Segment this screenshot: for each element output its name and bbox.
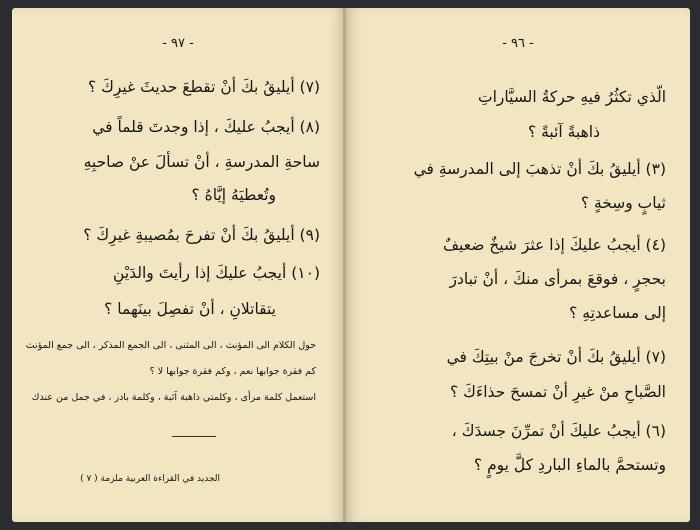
exercise-line: حول الكلام الى المؤنث ، الى المثنى ، الى الجمع المذكر ، الى جمع المؤنث: [25, 340, 316, 351]
text-line: ساحةِ المدرسةِ ، أنْ تسألَ عنْ صاحبِهِ: [83, 153, 320, 171]
text-line: (٧) أيليقُ بكَ أنْ تخرجَ منْ بيتِكَ في: [446, 348, 666, 366]
divider: [172, 436, 216, 437]
text-line: الّذي تكثُرُ فيهِ حركةُ السيَّاراتِ: [478, 88, 666, 106]
exercise-line: استعمل كلمة مرأى ، وكلمتي ذاهبة آئبة ، وكلمة بادر ، في جمل من عندك: [31, 392, 316, 403]
text-line: (٨) أيجبُ عليكَ ، إذا وجدتَ قلماً في: [92, 118, 320, 136]
text-line: ثيابٍ وسِخةٍ ؟: [580, 194, 666, 212]
text-line: (١٠) أيجبُ عليكَ إذا رأيتَ والدَيْنِ: [113, 264, 320, 282]
text-line: (٩) أيليقُ بكَ أنْ تفرحَ بمُصيبةِ غيرِكَ ؟: [83, 226, 320, 244]
text-line: (٤) أيجبُ عليكَ إذا عثرَ شيخٌ ضعيفٌ: [443, 236, 666, 254]
text-line: ذاهبةً آئبةً ؟: [527, 123, 600, 141]
right-page: [346, 8, 690, 522]
text-line: (٧) أيليقُ بكَ أنْ تقطعَ حديثَ غيرِكَ ؟: [87, 78, 320, 96]
text-line: وتستحمَّ بالماءِ الباردِ كلَّ يومٍ ؟: [473, 456, 666, 474]
left-page: [12, 8, 344, 522]
text-line: (٦) أيجبُ عليكَ أنْ تمرِّنَ جسدَكَ ،: [451, 422, 666, 440]
text-line: بحجرٍ ، فوقعَ بمرأى منكَ ، أنْ تبادرَ: [449, 270, 666, 288]
text-line: يتقاتلانِ ، أنْ تفصِلَ بينَهما ؟: [104, 300, 276, 318]
page-footer: الجديد في القراءة العربية ملزمة ( ٧ ): [80, 474, 220, 484]
text-line: (٣) أيليقُ بكَ أنْ تذهبَ إلى المدرسةِ في: [413, 160, 666, 178]
page-number: - ٩٦ -: [502, 36, 534, 51]
text-line: الصَّباحِ منْ غيرِ أنْ تمسحَ حذاءَكَ ؟: [450, 383, 666, 401]
page-number: - ٩٧ -: [162, 36, 194, 51]
text-line: وتُعطيَهُ إيَّاهُ ؟: [191, 186, 276, 204]
text-line: إلى مساعدتِهِ ؟: [569, 304, 666, 322]
exercise-line: كم فقرة جوابها نعم ، وكم فقرة جوابها لا ؟: [149, 366, 316, 377]
